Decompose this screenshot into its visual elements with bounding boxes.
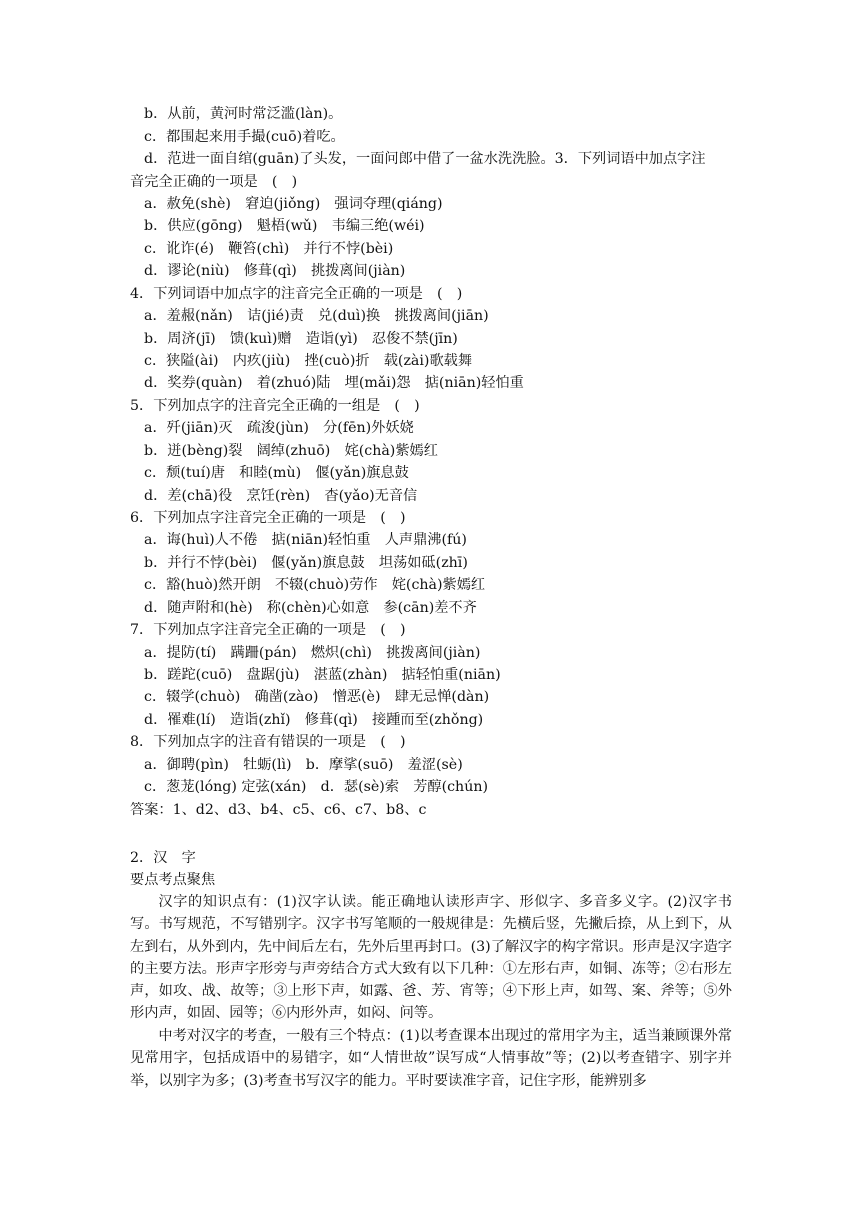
option-line: d．差(chā)役 烹饪(rèn) 杳(yǎo)无音信 — [144, 488, 418, 504]
question-line: 8．下列加点字的注音有错误的一项是 ( ) — [130, 734, 406, 750]
answer-line: 答案：1、d2、d3、b4、c5、c6、c7、b8、c — [130, 802, 427, 818]
question-line: 4．下列词语中加点字的注音完全正确的一项是 ( ) — [130, 286, 463, 302]
option-line: c．辍学(chuò) 确凿(zào) 憎恶(è) 肆无忌惮(dàn) — [144, 689, 490, 705]
paragraph-exam: 中考对汉字的考查，一般有三个特点：(1)以考查课本出现过的常用字为主，适当兼顾课外常见常用字，包括成语中的易错字，如“人情世故”误写成“人情事故”等；(2)以考查错字、别字并举，以别字为多；(3)考查书写汉字的能力。平时要读准字音，记住字形，能辨别多 — [130, 1028, 732, 1089]
option-line: c．豁(huò)然开朗 不辍(chuò)劳作 姹(chà)紫嫣红 — [144, 577, 486, 593]
option-line: d．奖券(quàn) 着(zhuó)陆 埋(mǎi)怨 掂(niān)轻怕重 — [144, 375, 524, 391]
option-line: c．葱茏(lóng) 定弦(xán) d．瑟(sè)索 芳醇(chún) — [144, 779, 488, 795]
option-line: a．提防(tí) 蹒跚(pán) 燃炽(chì) 挑拨离间(jiàn) — [144, 645, 481, 661]
option-line: a．御聘(pìn) 牡蛎(lì) b．摩挲(suō) 羞涩(sè) — [144, 757, 463, 773]
option-line: d．谬论(niù) 修葺(qì) 挑拨离间(jiàn) — [144, 263, 406, 279]
option-line: b．供应(gōng) 魁梧(wǔ) 韦编三绝(wéi) — [144, 218, 425, 234]
option-line: c．讹诈(é) 鞭笞(chì) 并行不悖(bèi) — [144, 241, 394, 257]
option-line: b．周济(jī) 馈(kuì)赠 造诣(yì) 忍俊不禁(jīn) — [144, 331, 458, 347]
question-line: 音完全正确的一项是 ( ) — [130, 174, 298, 190]
option-line: c．颓(tuí)唐 和睦(mù) 偃(yǎn)旗息鼓 — [144, 465, 409, 481]
option-line: a．赦免(shè) 窘迫(jiǒng) 强词夺理(qiáng) — [144, 196, 443, 212]
option-line: b．蹉跎(cuō) 盘踞(jù) 湛蓝(zhàn) 掂轻怕重(niān) — [144, 667, 501, 683]
option-line: d．罹难(lí) 造诣(zhǐ) 修葺(qì) 接踵而至(zhǒng) — [144, 712, 484, 728]
option-line: b．从前，黄河时常泛滥(làn)。 — [144, 106, 343, 122]
option-line: a．歼(jiān)灭 疏浚(jùn) 分(fēn)外妖娆 — [144, 420, 414, 436]
option-line: d．随声附和(hè) 称(chèn)心如意 参(cān)差不齐 — [144, 600, 477, 616]
option-line: b．并行不悖(bèi) 偃(yǎn)旗息鼓 坦荡如砥(zhī) — [144, 555, 468, 571]
section-title: 2．汉 字 — [130, 850, 196, 866]
question-line: 6．下列加点字注音完全正确的一项是 ( ) — [130, 510, 406, 526]
paragraph-knowledge: 汉字的知识点有：(1)汉字认读。能正确地认读形声字、形似字、多音多义字。(2)汉字书写。书写规范，不写错别字。汉字书写笔顺的一般规律是：先横后竖，先撇后捺，从上到下，从左到右，从外到内，先中间后左右，先外后里再封口。(3)了解汉字的构字常识。形声是汉字造字的主要方法。形声字形旁与声旁结合方式大致有以下几种：①左形右声，如铜、冻等；②右形左声，如攻、战、故等；③上形下声，如露、爸、芳、宵等；④下形上声，如驾、案、斧等；⑤外形内声，如固、园等；⑥内形外声，如闷、问等。 — [130, 894, 732, 1022]
option-line: b．迸(bèng)裂 阔绰(zhuō) 姹(chà)紫嫣红 — [144, 443, 438, 459]
option-line: c．都围起来用手撮(cuō)着吃。 — [144, 129, 345, 145]
option-line: a．羞赧(nǎn) 诘(jié)责 兑(duì)换 挑拨离间(jiān) — [144, 308, 489, 324]
section-subtitle: 要点考点聚焦 — [130, 872, 216, 888]
option-line: a．诲(huì)人不倦 掂(niān)轻怕重 人声鼎沸(fú) — [144, 532, 467, 548]
question-line: 7．下列加点字注音完全正确的一项是 ( ) — [130, 622, 406, 638]
option-line: c．狭隘(ài) 内疚(jiù) 挫(cuò)折 载(zài)歌载舞 — [144, 353, 473, 369]
option-line: d．范进一面自绾(guān)了头发，一面问郎中借了一盆水洗洗脸。3．下列词语中加点字注 — [144, 151, 706, 167]
question-line: 5．下列加点字的注音完全正确的一组是 ( ) — [130, 398, 420, 414]
